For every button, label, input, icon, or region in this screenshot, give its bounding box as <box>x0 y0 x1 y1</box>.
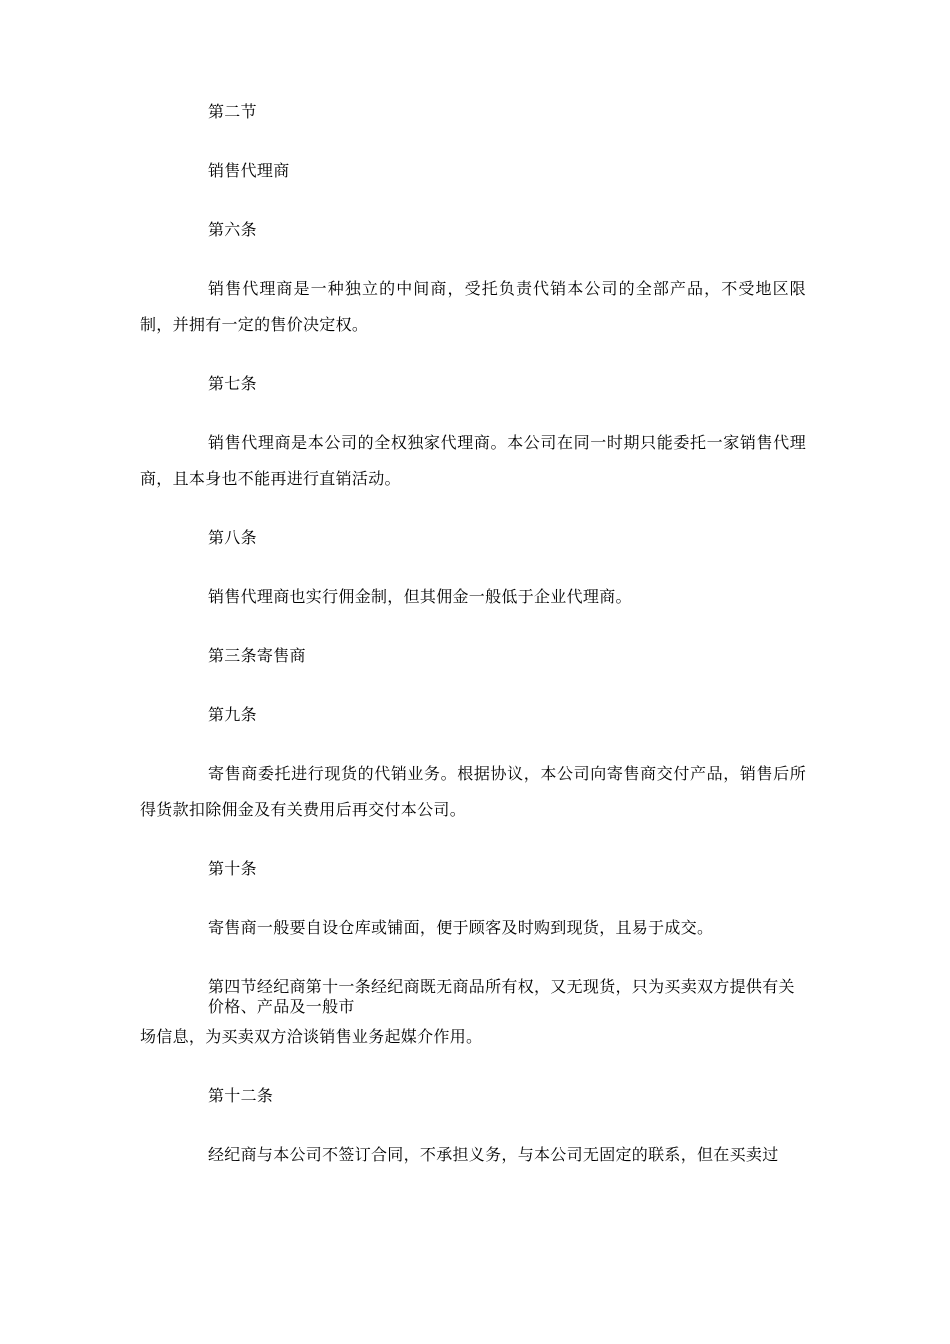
section-2-name: 销售代理商 <box>208 161 290 180</box>
section-4-text-part2: 场信息，为买卖双方洽谈销售业务起媒介作用。 <box>140 1027 483 1046</box>
section-2-title: 第二节 <box>208 102 257 121</box>
article-12-text: 经纪商与本公司不签订合同，不承担义务，与本公司无固定的联系，但在买卖过 <box>208 1145 779 1164</box>
article-9-title: 第九条 <box>208 705 257 724</box>
article-8-title: 第八条 <box>208 528 257 547</box>
section-4-text-part1: 第四节经纪商第十一条经纪商既无商品所有权，又无现货，只为买卖双方提供有关价格、产品及一般市 <box>208 977 795 1016</box>
article-7-text: 销售代理商是本公司的全权独家代理商。本公司在同一时期只能委托一家销售代理商，且本身也不能再进行直销活动。 <box>140 433 806 488</box>
article-9-text: 寄售商委托进行现货的代销业务。根据协议，本公司向寄售商交付产品，销售后所得货款扣除佣金及有关费用后再交付本公司。 <box>140 764 806 819</box>
section-3-title: 第三条寄售商 <box>208 646 306 665</box>
article-10-title: 第十条 <box>208 859 257 878</box>
article-6-text: 销售代理商是一种独立的中间商，受托负责代销本公司的全部产品，不受地区限制，并拥有一定的售价决定权。 <box>140 279 806 334</box>
article-10-text: 寄售商一般要自设仓库或铺面，便于顾客及时购到现货，且易于成交。 <box>208 918 714 937</box>
article-7-title: 第七条 <box>208 374 257 393</box>
article-6-title: 第六条 <box>208 220 257 239</box>
article-8-text: 销售代理商也实行佣金制，但其佣金一般低于企业代理商。 <box>208 587 632 606</box>
article-12-title: 第十二条 <box>208 1086 274 1105</box>
